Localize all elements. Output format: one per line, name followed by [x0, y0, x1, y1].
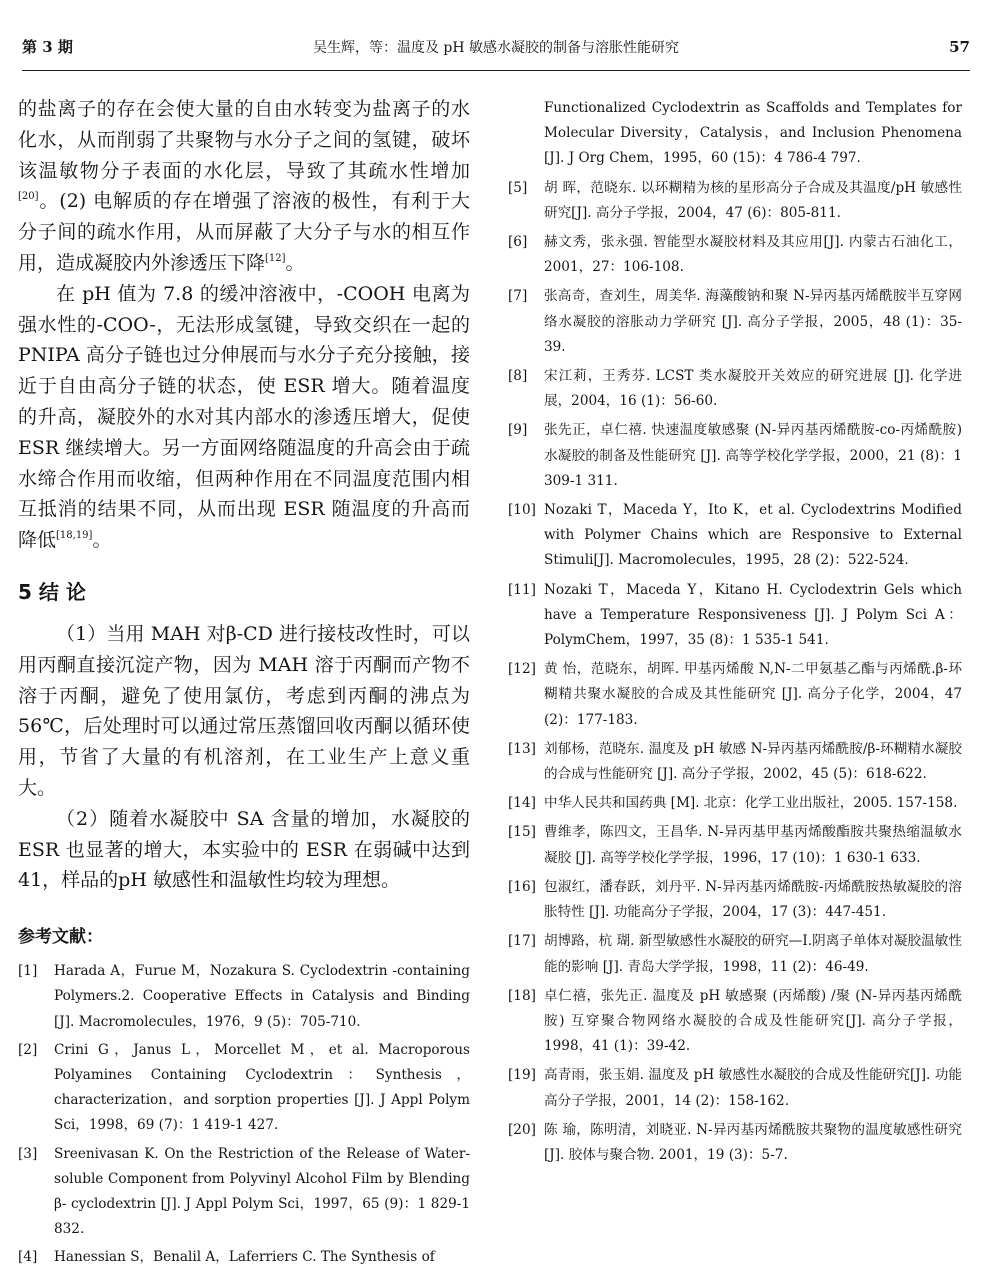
- reference-number: [7]: [508, 288, 528, 305]
- section-heading-conclusion: 5 结 论: [18, 579, 86, 604]
- reference-text: 宋江莉，王秀芬. LCST 类水凝胶开关效应的研究进展 [J]. 化学进展，2004，16 (1)：56-60.: [544, 368, 962, 410]
- reference-number: [5]: [508, 179, 528, 196]
- reference-number: [18]: [508, 987, 536, 1004]
- reference-item: [508, 791, 962, 816]
- reference-number: [13]: [508, 740, 536, 757]
- reference-text: Hanessian S，Benalil A，Laferriers C. The Synthesis of: [54, 1249, 435, 1266]
- paragraph-text: 的盐离子的存在会使大量的自由水转变为盐离子的水化水，从而削弱了共聚物与水分子之间的氢键，破坏该温敏物分子表面的水化层，导致了其疏水性增加: [18, 98, 470, 182]
- reference-item: [508, 1063, 962, 1113]
- reference-item: [508, 820, 962, 870]
- reference-text: Functionalized Cyclodextrin as Scaffolds and Templates for Molecular Diversity，Catalysis，and Inclusion Phenomena [J]. J Org Chem，1995，60 (15)：4 786-4 797.: [544, 100, 962, 167]
- reference-item: [508, 284, 962, 360]
- references-heading: 参考文献：: [18, 927, 103, 948]
- conclusion-paragraph-2: （2）随着水凝胶中 SA 含量的增加，水凝胶的 ESR 也显著的增大，本实验中的 ESR 在弱碱中达到 41，样品的pH 敏感性和温敏性均较为理想。: [18, 807, 470, 892]
- left-column: [18, 94, 470, 1274]
- reference-text: 黄 怡，范晓东，胡晖. 甲基丙烯酸 N,N-二甲氨基乙酯与丙烯酰.β-环糊精共聚水凝胶的合成及其性能研究 [J]. 高分子化学，2004，47 (2)：177-183.: [544, 661, 962, 728]
- reference-text: 刘郁杨，范晓东. 温度及 pH 敏感 N-异丙基丙烯酰胺/β-环糊精水凝胶的合成与性能研究 [J]. 高分子学报，2002，45 (5)：618-622.: [544, 740, 962, 783]
- conclusion-paragraph-1: （1）当用 MAH 对β-CD 进行接枝改性时，可以用丙酮直接沉淀产物，因为 MAH 溶于丙酮而产物不溶于丙酮，避免了使用氯仿，考虑到丙酮的沸点为 56℃，后处理时可以通过常压蒸馏回收丙酮以循环使用，节省了大量的有机溶剂，在工业生产上意义重大。: [18, 622, 470, 799]
- reference-item: [508, 1118, 962, 1168]
- paragraph-text: 。(2) 电解质的存在增强了溶液的极性，有利于大分子间的疏水作用，从而屏蔽了大分子与水的相互作用，造成凝胶内外渗透压下降: [18, 190, 470, 274]
- reference-number: [15]: [508, 824, 536, 841]
- reference-number: [6]: [508, 234, 528, 251]
- reference-text: 胡博路，杭 瑚. 新型敏感性水凝胶的研究—Ⅰ.阴离子单体对凝胶温敏性能的影响 [J]. 青岛大学学报，1998，11 (2)：46-49.: [544, 933, 962, 975]
- reference-item: [508, 498, 962, 574]
- body-paragraph-2: [18, 279, 470, 556]
- reference-item: [18, 959, 470, 1035]
- reference-number: [1]: [18, 963, 38, 980]
- reference-text: 胡 晖，范晓东. 以环糊精为核的星形高分子合成及其温度/pH 敏感性研究[J]. 高分子学报，2004，47 (6)：805-811.: [544, 179, 962, 221]
- reference-number: [8]: [508, 368, 528, 385]
- reference-number: [9]: [508, 422, 528, 439]
- reference-text: 中华人民共和国药典 [M]. 北京：化学工业出版社，2005. 157-158.: [544, 795, 958, 812]
- reference-item: [18, 1245, 470, 1270]
- reference-number: [2]: [18, 1041, 38, 1058]
- paragraph-text: 。: [92, 529, 112, 552]
- reference-number: [16]: [508, 878, 536, 895]
- reference-item: [18, 1038, 470, 1139]
- reference-item: [508, 418, 962, 494]
- reference-number: [12]: [508, 661, 536, 678]
- issue-label: 第 3 期: [22, 38, 73, 56]
- reference-continuation: [508, 96, 962, 172]
- body-paragraph-1: [18, 94, 470, 279]
- reference-number: [3]: [18, 1145, 38, 1162]
- reference-text: 张高奇，查刘生，周美华. 海藻酸钠和聚 N-异丙基丙烯酰胺半互穿网络水凝胶的溶胀动力学研究 [J]. 高分子学报，2005，48 (1)：35-39.: [544, 288, 962, 355]
- reference-item: [508, 364, 962, 414]
- reference-item: [508, 230, 962, 280]
- reference-text: Nozaki T，Maceda Y，Kitano H. Cyclodextrin Gels which have a Temperature Responsiveness [J]. J Polym Sci A：PolymChem，1997，35 (8)：1 535-1 541.: [544, 581, 962, 649]
- reference-item: [508, 984, 962, 1060]
- citation: [20]: [18, 191, 39, 203]
- reference-list-left: [18, 959, 470, 1270]
- reference-item: [508, 875, 962, 925]
- reference-text: Nozaki T，Maceda Y，Ito K，et al. Cyclodextrins Modified with Polymer Chains which are Responsive to External Stimuli[J]. Macromolecules，1995，28 (2)：522-524.: [544, 502, 962, 569]
- citation: [12]: [265, 252, 286, 264]
- reference-text: 张先正，卓仁禧. 快速温度敏感聚 (N-异丙基丙烯酰胺-co-丙烯酰胺) 水凝胶的制备及性能研究 [J]. 高等学校化学学报，2000，21 (8)：1 309-1 311.: [544, 422, 962, 489]
- reference-text: 陈 瑜，陈明清，刘晓亚. N-异丙基丙烯酰胺共聚物的温度敏感性研究[J]. 胶体与聚合物. 2001，19 (3)：5-7.: [544, 1121, 962, 1163]
- reference-number: [17]: [508, 933, 536, 950]
- reference-text: 卓仁禧，张先正. 温度及 pH 敏感聚 (丙烯酸) /聚 (N-异丙基丙烯酰胺) 互穿聚合物网络水凝胶的合成及性能研究[J]. 高分子学报，1998，41 (1)：39-42.: [544, 987, 962, 1055]
- reference-item: [18, 1142, 470, 1243]
- reference-number: [11]: [508, 581, 536, 598]
- citation: [18,19]: [56, 530, 93, 542]
- running-header: [22, 30, 970, 71]
- reference-number: [10]: [508, 502, 536, 519]
- reference-text: 曹维孝，陈四文，王昌华. N-异丙基甲基丙烯酸酯胺共聚热缩温敏水凝胶 [J]. 高等学校化学学报，1996，17 (10)：1 630-1 633.: [544, 824, 962, 866]
- reference-item: [508, 737, 962, 787]
- reference-item: [508, 578, 962, 654]
- reference-number: [20]: [508, 1121, 536, 1138]
- reference-item: [508, 176, 962, 226]
- reference-text: Crini G，Janus L，Morcellet M，et al. Macroporous Polyamines Containing Cyclodextrin：Synthesis，characterization，and sorption properties [J]. J Appl Polym Sci，1998，69 (7)：1 419-1 427.: [54, 1041, 470, 1134]
- page-number: 57: [949, 38, 970, 56]
- running-title: 吴生辉，等：温度及 pH 敏感水凝胶的制备与溶胀性能研究: [312, 40, 680, 56]
- reference-number: [4]: [18, 1249, 38, 1266]
- paragraph-text: 。: [285, 251, 305, 274]
- reference-item: [508, 929, 962, 979]
- right-column: [508, 96, 962, 1172]
- reference-text: 高青雨，张玉娟. 温度及 pH 敏感性水凝胶的合成及性能研究[J]. 功能高分子学报，2001，14 (2)：158-162.: [544, 1067, 962, 1109]
- reference-number: [19]: [508, 1067, 536, 1084]
- reference-text: 赫文秀，张永强. 智能型水凝胶材料及其应用[J]. 内蒙古石油化工，2001，27：106-108.: [544, 234, 962, 276]
- reference-item: [508, 657, 962, 733]
- reference-text: 包淑红，潘春跃，刘丹平. N-异丙基丙烯酰胺-丙烯酰胺热敏凝胶的溶胀特性 [J]. 功能高分子学报，2004，17 (3)：447-451.: [544, 878, 962, 921]
- reference-text: Sreenivasan K. On the Restriction of the Release of Water-soluble Component from Polyvinyl Alcohol Film by Blending β- cyclodextrin [J]. J Appl Polym Sci，1997，65 (9)：1 829-1 832.: [54, 1145, 470, 1238]
- reference-number: [14]: [508, 795, 536, 812]
- paragraph-text: 在 pH 值为 7.8 的缓冲溶液中，-COOH 电离为强水性的-COO-，无法形成氢键，导致交织在一起的 PNIPA 高分子链也过分伸展而与水分子充分接触，接近于自由高分子链的状态，使 ESR 增大。随着温度的升高，凝胶外的水对其内部水的渗透压增大，促使 ESR 继续增大。另一方面网络随温度的升高会由于疏水缔合作用而收缩，但两种作用在不同温度范围内相互抵消的结果不同，从而出现 ESR 随温度的升高而降低: [18, 282, 470, 552]
- reference-text: Harada A，Furue M，Nozakura S. Cyclodextrin -containing Polymers.2. Cooperative Effects in Catalysis and Binding [J]. Macromolecules，1976，9 (5)：705-710.: [54, 963, 470, 1030]
